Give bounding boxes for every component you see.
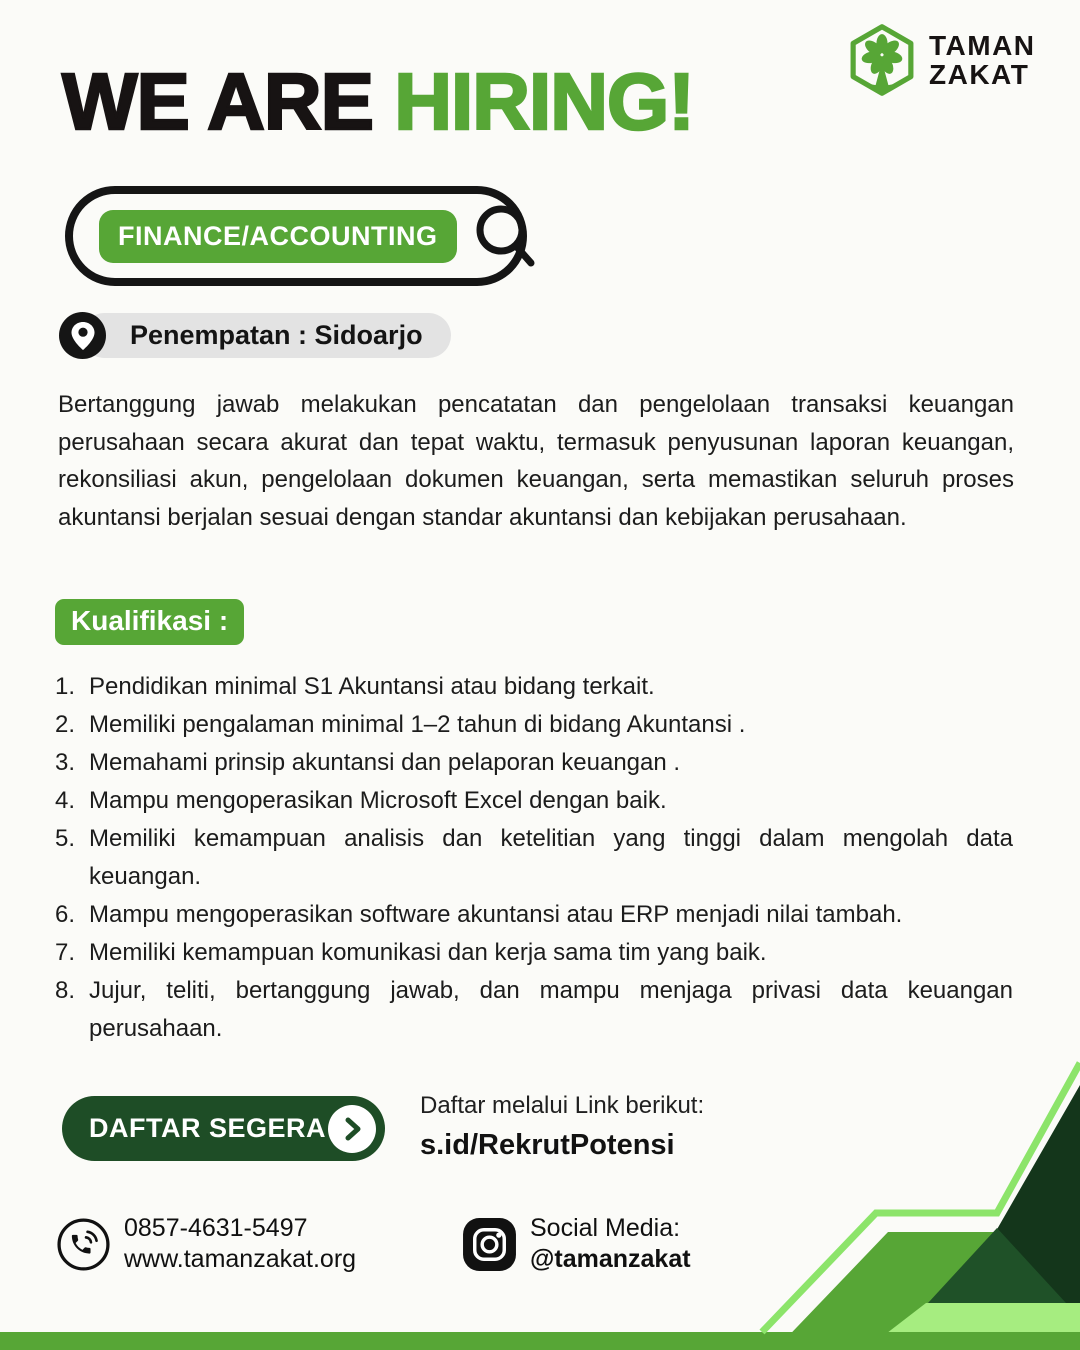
brand-logo-text <box>929 31 1036 89</box>
list-item-text: Memiliki kemampuan analisis dan ketelitian yang tinggi dalam mengolah data keuangan. <box>89 825 1013 890</box>
location-row <box>59 312 451 359</box>
page-title <box>62 57 694 146</box>
list-item <box>55 896 1013 934</box>
job-category-badge: FINANCE/ACCOUNTING <box>99 210 457 263</box>
search-icon <box>473 203 537 269</box>
list-item <box>55 782 1013 820</box>
list-item-text: Mampu mengoperasikan software akuntansi atau ERP menjadi nilai tambah. <box>89 901 903 928</box>
brand-logo <box>845 22 1036 98</box>
job-description: Bertanggung jawab melakukan pencatatan dan pengelolaan transaksi keuangan perusahaan secara akurat dan tepat waktu, termasuk penyusunan laporan keuangan, rekonsiliasi akun, pengelolaan dokumen keuangan, serta memastikan seluruh proses akuntansi berjalan sesuai dengan standar akuntansi dan kebijakan perusahaan. <box>58 391 1014 531</box>
list-item-number: 4. <box>55 787 76 814</box>
list-item <box>55 706 1013 744</box>
search-bar[interactable] <box>65 186 527 286</box>
list-item-number: 7. <box>55 939 76 966</box>
title-green: HIRING! <box>394 57 694 146</box>
location-pin-icon <box>59 312 106 359</box>
title-black: WE ARE <box>62 57 374 146</box>
brand-logo-line1: TAMAN <box>929 30 1036 61</box>
register-link[interactable]: s.id/RekrutPotensi <box>420 1129 675 1161</box>
list-item-text: Jujur, teliti, bertanggung jawab, dan mampu menjaga privasi data keuangan perusahaan. <box>89 977 1013 1042</box>
list-item-text: Mampu mengoperasikan Microsoft Excel dengan baik. <box>89 787 667 814</box>
decorative-mountains <box>0 950 1080 1350</box>
brand-logo-line2: ZAKAT <box>929 59 1030 90</box>
list-item-number: 5. <box>55 825 76 852</box>
register-button-label: DAFTAR SEGERA <box>89 1113 327 1143</box>
location-label: Penempatan : Sidoarjo <box>82 313 451 358</box>
list-item-number: 8. <box>55 977 76 1004</box>
list-item-number: 6. <box>55 901 76 928</box>
social-media-label: Social Media: <box>530 1214 681 1242</box>
list-item <box>55 744 1013 782</box>
website-url[interactable]: www.tamanzakat.org <box>124 1245 357 1273</box>
register-info-text: Daftar melalui Link berikut: <box>420 1092 705 1119</box>
list-item-text: Pendidikan minimal S1 Akuntansi atau bidang terkait. <box>89 673 655 700</box>
phone-number: 0857-4631-5497 <box>124 1214 308 1242</box>
list-item-number: 3. <box>55 749 76 776</box>
taman-zakat-hexagon-icon <box>845 22 919 98</box>
list-item-text: Memiliki kemampuan komunikasi dan kerja sama tim yang baik. <box>89 939 767 966</box>
list-item-text: Memiliki pengalaman minimal 1–2 tahun di bidang Akuntansi . <box>89 711 746 738</box>
list-item <box>55 820 1013 896</box>
qualifications-heading: Kualifikasi : <box>55 599 244 645</box>
list-item-text: Memahami prinsip akuntansi dan pelaporan keuangan . <box>89 749 681 776</box>
social-media-handle[interactable]: @tamanzakat <box>530 1245 691 1273</box>
list-item-number: 1. <box>55 673 76 700</box>
list-item <box>55 668 1013 706</box>
list-item-number: 2. <box>55 711 76 738</box>
